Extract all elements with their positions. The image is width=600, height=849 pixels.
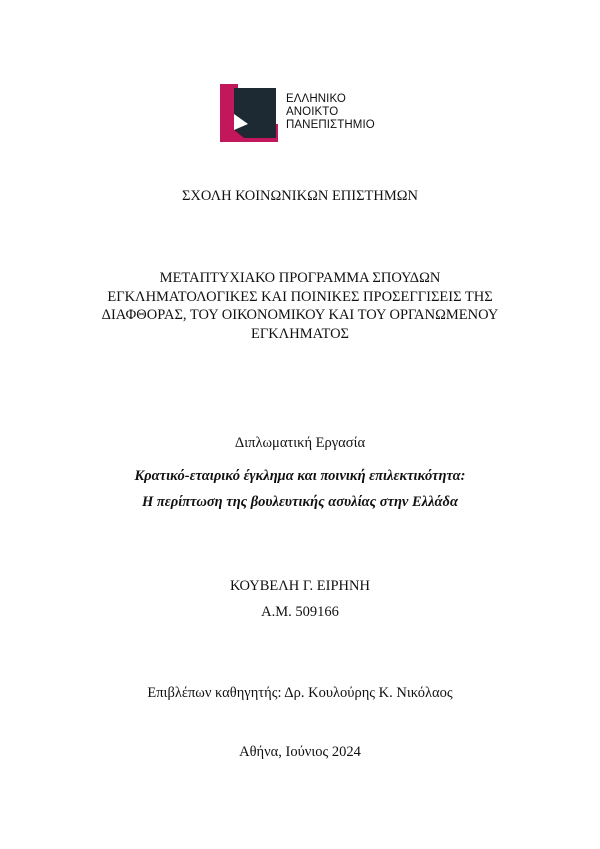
eap-logo-mark-icon (220, 84, 278, 142)
thesis-type: Διπλωματική Εργασία (234, 435, 366, 451)
program-line: ΕΓΚΛΗΜΑΤΟΣ (251, 325, 349, 342)
school-name: ΣΧΟΛΗ ΚΟΙΝΩΝΙΚΩΝ ΕΠΙΣΤΗΜΩΝ (181, 188, 419, 204)
author-name: ΚΟΥΒΕΛΗ Γ. ΕΙΡΗΝΗ (230, 578, 370, 594)
program-line: ΕΓΚΛΗΜΑΤΟΛΟΓΙΚΕΣ ΚΑΙ ΠΟΙΝΙΚΕΣ ΠΡΟΣΕΓΓΙΣΕΙΣ ΤΗΣ (107, 288, 493, 305)
logo-line-3: ΠΑΝΕΠΙΣΤΗΜΙΟ (286, 119, 375, 131)
place-date: Αθήνα, Ιούνιος 2024 (239, 744, 361, 760)
program-line: ΜΕΤΑΠΤΥΧΙΑΚΟ ΠΡΟΓΡΑΜΜΑ ΣΠΟΥΔΩΝ (159, 270, 441, 286)
logo-line-2: ΑΝΟΙΚΤΟ (286, 106, 339, 118)
thesis-title-line-1: Κρατικό-εταιρικό έγκλημα και ποινική επιλεκτικότητα: (134, 468, 466, 484)
university-logo (220, 84, 385, 142)
thesis-title-line-2: Η περίπτωση της βουλευτικής ασυλίας στην Ελλάδα (141, 494, 459, 510)
logo-line-1: ΕΛΛΗΝΙΚΟ (286, 93, 346, 105)
student-id: Α.Μ. 509166 (261, 604, 339, 620)
logo-wordmark (286, 93, 375, 132)
program-line: ΔΙΑΦΘΟΡΑΣ, ΤΟΥ ΟΙΚΟΝΟΜΙΚΟΥ ΚΑΙ ΤΟΥ ΟΡΓΑΝΩΜΕΝΟΥ (101, 307, 499, 323)
thesis-title (0, 463, 600, 515)
supervisor: Επιβλέπων καθηγητής: Δρ. Κουλούρης Κ. Νικόλαος (147, 685, 453, 701)
program-name (0, 269, 600, 343)
